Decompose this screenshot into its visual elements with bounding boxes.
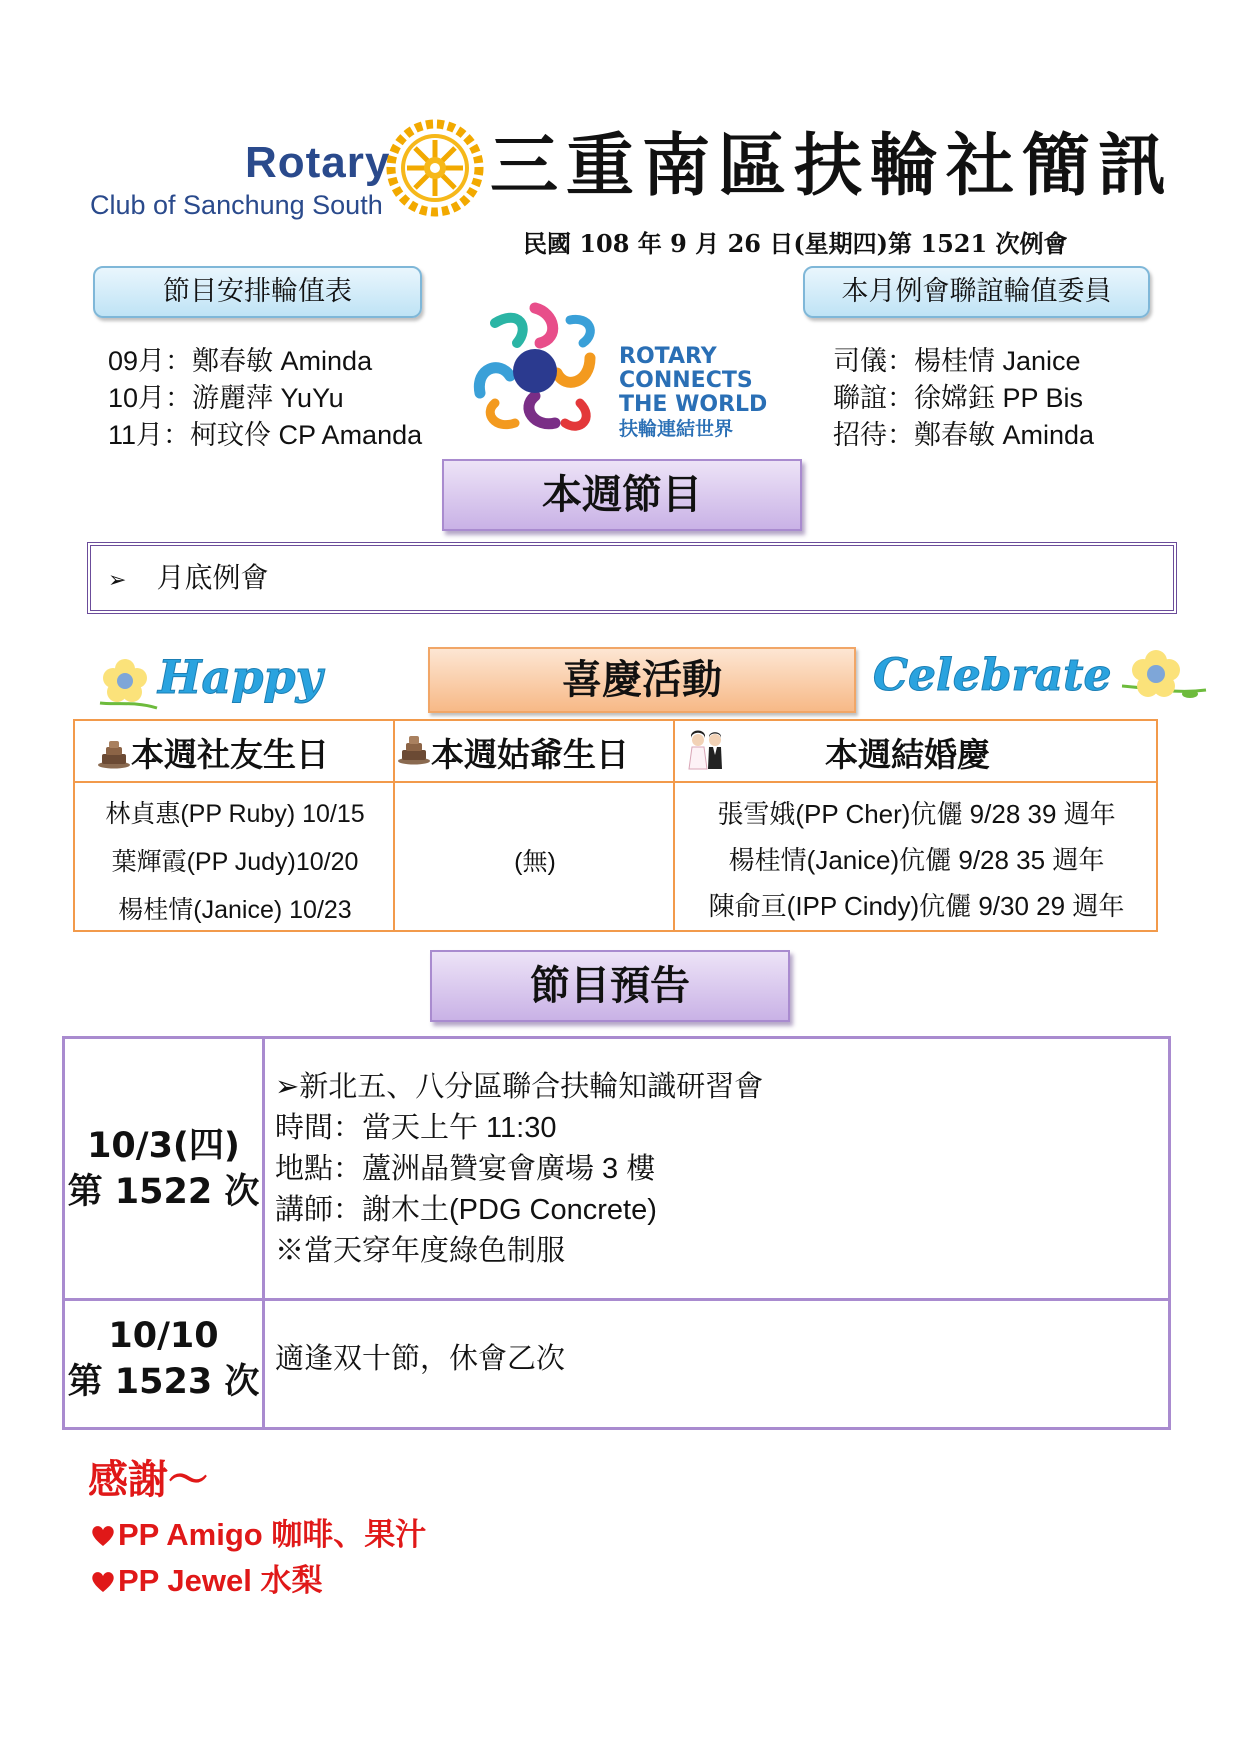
- husband-birthday-list: [395, 838, 675, 886]
- preview-table: [62, 1036, 1171, 1430]
- rotation-item: 10月：游麗萍 YuYu: [108, 383, 344, 413]
- celebration-heading: 喜慶活動: [428, 647, 856, 713]
- thanks-item-text: PP Jewel 水梨: [118, 1563, 323, 1598]
- thanks-item: [90, 1555, 322, 1600]
- theme-logo-line: THE WORLD: [619, 392, 768, 417]
- this-week-item: [108, 556, 268, 596]
- wedding-entry: 陳俞亘(IPP Cindy)伉儷 9/30 29 週年: [708, 891, 1125, 921]
- happy-word: Happy: [158, 650, 323, 704]
- preview-line: 講師：謝木土(PDG Concrete): [275, 1194, 657, 1226]
- heart-icon: [90, 1524, 116, 1548]
- rotation-item: 11月：柯玟伶 CP Amanda: [108, 420, 423, 450]
- committee-list: [833, 343, 1094, 454]
- birthday-column-header: 本週社友生日: [131, 735, 329, 774]
- this-week-heading: 本週節目: [442, 459, 802, 531]
- preview-session: 第 1523 次: [67, 1362, 260, 1402]
- theme-logo-text: [619, 345, 767, 441]
- committee-item: 聯誼：徐嫦鈺 PP Bis: [833, 383, 1084, 413]
- preview-date: 10/3(四): [87, 1126, 240, 1166]
- column-divider: [262, 1039, 265, 1427]
- committee-label: 本月例會聯誼輪值委員: [803, 266, 1150, 318]
- cake-icon: [97, 739, 131, 769]
- rotary-wordmark: Rotary: [245, 138, 391, 187]
- row-divider: [65, 1298, 1168, 1301]
- committee-item: 招待：鄭春敏 Aminda: [833, 420, 1095, 450]
- club-name: Club of Sanchung South: [90, 190, 383, 220]
- heart-icon: [90, 1570, 116, 1594]
- preview-date: 10/10: [108, 1316, 219, 1356]
- cake-icon: [397, 733, 431, 765]
- this-week-item-text: 月底例會: [156, 561, 269, 594]
- rotary-wheel-icon: [385, 118, 485, 218]
- committee-item: 司儀：楊桂情 Janice: [833, 346, 1081, 376]
- wedding-column-header: 本週結婚慶: [825, 735, 990, 774]
- flower-icon: [1120, 646, 1208, 708]
- wedding-entry: 張雪娥(PP Cher)伉儷 9/28 39 週年: [717, 799, 1116, 829]
- wedding-entry: 楊桂情(Janice)伉儷 9/28 35 週年: [728, 845, 1105, 875]
- preview-line: ※當天穿年度綠色制服: [275, 1235, 566, 1267]
- rotation-item: 09月：鄭春敏 Aminda: [108, 346, 373, 376]
- preview-line: 地點：蘆洲晶贊宴會廣場 3 樓: [275, 1153, 656, 1185]
- birthday-entry: 楊桂情(Janice) 10/23: [118, 896, 352, 924]
- birthday-entry: 林貞惠(PP Ruby) 10/15: [105, 800, 365, 828]
- theme-logo-line: ROTARY: [619, 344, 717, 369]
- preview-line: ➢新北五、八分區聯合扶輪知識研習會: [275, 1071, 764, 1103]
- celebration-table: [73, 719, 1158, 932]
- rotation-list: [108, 343, 422, 454]
- meeting-date-line: 民國 108 年 9 月 26 日(星期四)第 1521 次例會: [523, 229, 1068, 258]
- celebrate-word: Celebrate: [873, 650, 1112, 701]
- husband-birthday-entry: (無): [514, 848, 556, 876]
- preview-date-cell: [65, 1313, 262, 1405]
- preview-line: 適逢双十節，休會乙次: [275, 1343, 566, 1375]
- wedding-list: [675, 791, 1158, 929]
- flower-icon: [95, 653, 165, 713]
- preview-session: 第 1522 次: [67, 1172, 260, 1212]
- thanks-item-text: PP Amigo 咖啡、果汁: [118, 1517, 427, 1552]
- rotation-label: 節目安排輪值表: [93, 266, 422, 318]
- husband-birthday-column-header: 本週姑爺生日: [431, 735, 629, 774]
- birthday-entry: 葉輝霞(PP Judy)10/20: [111, 848, 359, 876]
- theme-logo-line: 扶輪連結世界: [619, 418, 734, 440]
- preview-details: [275, 1067, 763, 1272]
- theme-logo-line: CONNECTS: [619, 368, 753, 393]
- preview-date-cell: [65, 1123, 262, 1215]
- thanks-item: [90, 1509, 426, 1554]
- preview-heading: 節目預告: [430, 950, 790, 1022]
- wedding-couple-icon: [685, 729, 727, 771]
- preview-details: [275, 1339, 565, 1380]
- thanks-title: 感謝～: [88, 1457, 208, 1503]
- birthday-list: [75, 790, 395, 934]
- newsletter-title: 三重南區扶輪社簡訊: [490, 126, 1175, 206]
- preview-line: 時間：當天上午 11:30: [275, 1112, 557, 1144]
- arrow-bullet-icon: ➢: [108, 568, 127, 593]
